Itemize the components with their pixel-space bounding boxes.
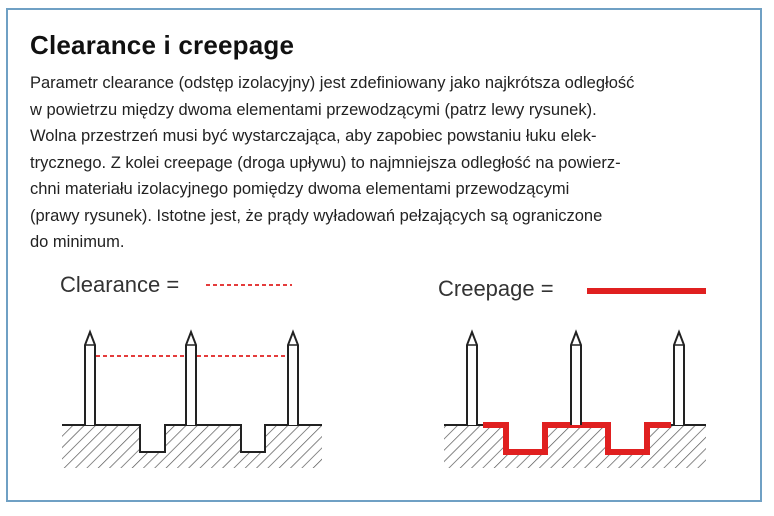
left-conductor-1: [85, 332, 95, 425]
clearance-legend-label: Clearance =: [60, 272, 180, 297]
left-conductor-3: [288, 332, 298, 425]
paragraph-line: Wolna przestrzeń musi być wystarczająca, aby zapobiec powstaniu łuku elek-: [30, 127, 597, 145]
paragraph-line: w powietrzu między dwoma elementami przewodzącymi (patrz lewy rysunek).: [30, 100, 597, 119]
page-title: Clearance i creepage: [30, 30, 295, 60]
left-insulator-ground: [62, 425, 322, 468]
right-conductor-3: [674, 332, 684, 425]
paragraph-line: (prawy rysunek). Istotne jest, że prądy wyładowań pełzających są ograniczone: [30, 206, 603, 225]
left-conductor-2: [186, 332, 196, 425]
paragraph-line: trycznego. Z kolei creepage (droga upływu) to najmniejsza odległość na powierz-: [30, 153, 621, 172]
right-insulator-ground: [444, 425, 706, 468]
paragraph-line: do minimum.: [30, 233, 125, 251]
right-conductor-2: [571, 332, 581, 425]
paragraph-line: chni materiału izolacyjnego pomiędzy dwoma elementami przewodzącymi: [30, 180, 570, 198]
paragraph-line: Parametr clearance (odstęp izolacyjny) jest zdefiniowany jako najkrótsza odległość: [30, 74, 635, 92]
right-conductor-1: [467, 332, 477, 425]
creepage-legend-label: Creepage =: [438, 276, 554, 301]
